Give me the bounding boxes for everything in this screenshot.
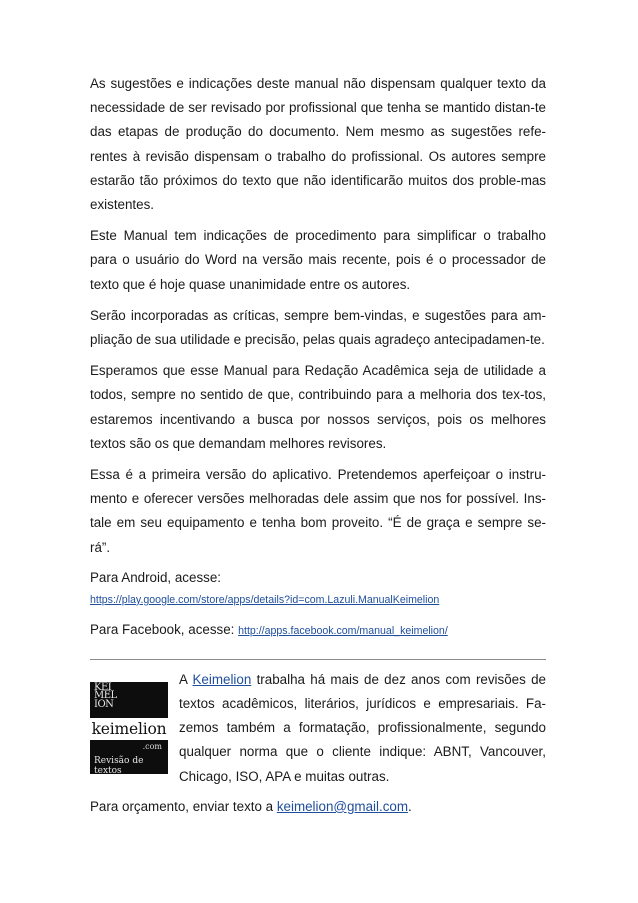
keimelion-link[interactable]: Keimelion — [192, 671, 252, 687]
paragraph-version: Essa é a primeira versão do aplicativo. Pretendemos aperfeiçoar o instru-mento e oferecer versões melhoradas dele assim que nos for possível. Ins-tale em seu equipamento e tenha bom proveito. “É de graça e sempre se-rá”. — [90, 467, 546, 555]
android-store-link[interactable]: https://play.google.com/store/apps/details?id=com.Lazuli.ManualKeimelion — [90, 593, 440, 606]
paragraph-disclaimer: As sugestões e indicações deste manual não dispensam qualquer texto da necessidade de ser revisado por profissional que tenha se mantido distan-te das etapas de produção do documento. Nem mesmo as sugestões refe-rentes à revisão dispensam o trabalho do profissional. Os autores sempre estarão tão próximos do texto que não identificarão muitos dos proble-mas existentes. — [90, 76, 546, 213]
facebook-app-link[interactable]: http://apps.facebook.com/manual_keimelion/ — [238, 624, 448, 637]
logo-monogram: KEI MEL ION — [94, 681, 117, 710]
email-link[interactable]: keimelion@gmail.com — [276, 798, 409, 814]
section-divider — [90, 659, 546, 660]
keimelion-ad — [90, 668, 546, 789]
logo-tagline: Revisão de textos — [94, 755, 144, 776]
android-label: Para Android, acesse: — [90, 569, 222, 585]
paragraph-feedback: Serão incorporadas as críticas, sempre bem-vindas, e sugestões para am-pliação de sua utilidade e precisão, pelas quais agradeço antecipadamen-te. — [90, 307, 546, 348]
budget-line: Para orçamento, enviar texto a keimelion@gmail.com. — [90, 798, 412, 814]
android-url-line — [90, 589, 546, 610]
facebook-line — [90, 618, 546, 643]
facebook-label: Para Facebook, acesse: — [90, 621, 239, 637]
paragraph-purpose: Este Manual tem indicações de procedimento para simplificar o trabalho para o usuário do Word na versão mais recente, pois é o processador de texto que é hoje quase unanimidade entre os autores. — [90, 228, 546, 292]
keimelion-logo — [90, 682, 168, 774]
logo-wordmark: keimelion — [91, 719, 167, 738]
ad-description: A Keimelion trabalha há mais de dez anos com revisões de textos acadêmicos, literários, jurídicos e empresariais. Fa-zemos também a formatação, profissionalmente, segundo qualquer norma que o cliente indique: ABNT, Vancouver, Chicago, ISO, APA e muitas outras. — [179, 671, 546, 784]
budget-label: Para orçamento, enviar texto a — [90, 798, 277, 814]
paragraph-hope: Esperamos que esse Manual para Redação Acadêmica seja de utilidade a todos, sempre no sentido de que, contribuindo para a melhoria dos tex-tos, estaremos incentivando a busca por nossos serviços, pois os melhores textos são os que demandam melhores revisores. — [90, 363, 546, 451]
document-body — [90, 72, 546, 819]
logo-domain: .com — [142, 741, 162, 751]
